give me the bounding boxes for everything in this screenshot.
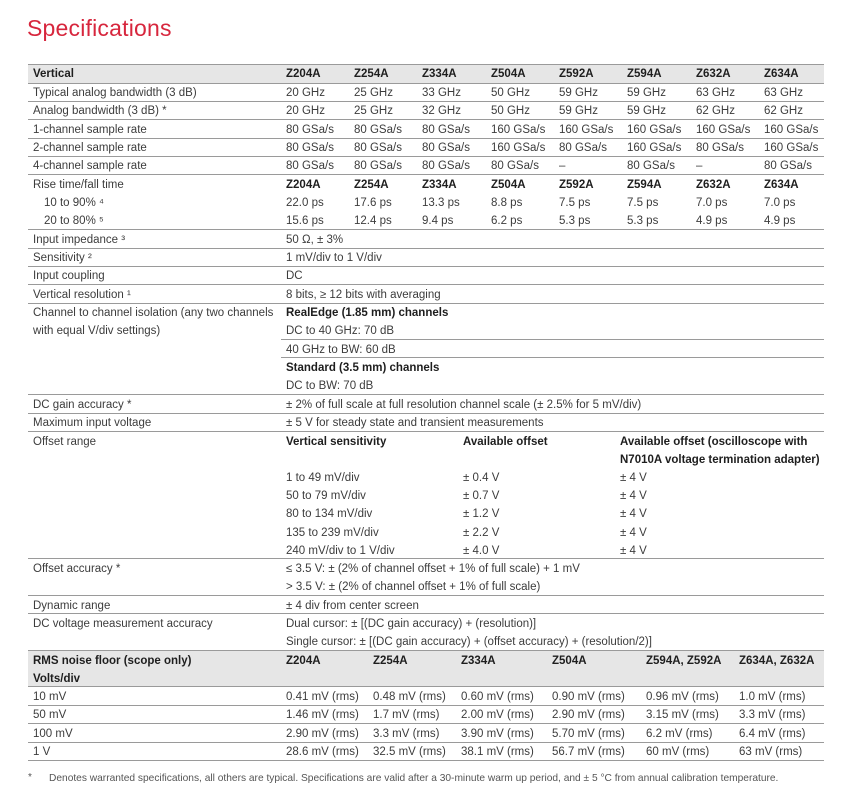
noise-cell: 3.3 mV (rms) (739, 709, 806, 722)
vertical-cell: 160 GSa/s (627, 123, 682, 136)
vertical-cell: 62 GHz (696, 105, 735, 118)
noise-cell: 5.70 mV (rms) (552, 727, 625, 740)
noise-cell: 0.48 mV (rms) (373, 691, 446, 703)
vertical-cell: 25 GHz (354, 87, 393, 99)
row-divider (28, 248, 824, 249)
noise-model-header: Z204A (286, 655, 321, 667)
row-divider (28, 613, 824, 614)
rise-cell: 17.6 ps (354, 197, 392, 209)
vertical-row-label: 1-channel sample rate (33, 123, 147, 136)
row-divider (28, 558, 824, 559)
row-divider (28, 174, 824, 175)
vertical-cell: 160 GSa/s (627, 141, 682, 154)
vertical-model-header: Z504A (491, 68, 526, 80)
vertical-cell: – (696, 160, 703, 172)
vertical-model-header: Z254A (354, 68, 389, 80)
vertical-resolution-value: 8 bits, ≥ 12 bits with averaging (286, 289, 441, 301)
vertical-row-label: 4-channel sample rate (33, 160, 147, 172)
row-divider (28, 595, 824, 596)
vertical-cell: 20 GHz (286, 87, 325, 99)
offset-head-adapter-2: N7010A voltage termination adapter) (620, 454, 820, 466)
footnote-marker: * (28, 772, 32, 783)
row-divider (28, 119, 824, 120)
vertical-cell: 80 GSa/s (354, 160, 402, 172)
rise-cell: 13.3 ps (422, 197, 460, 209)
dynamic-range-value: ± 4 div from center screen (286, 600, 419, 612)
vertical-cell: 33 GHz (422, 87, 461, 99)
rise-time-label: Rise time/fall time (33, 179, 124, 191)
vertical-cell: 80 GSa/s (696, 141, 744, 154)
vertical-cell: 80 GSa/s (559, 141, 607, 154)
vertical-cell: 20 GHz (286, 105, 325, 118)
noise-cell: 6.2 mV (rms) (646, 727, 713, 740)
rise-cell: 9.4 ps (422, 215, 454, 227)
row-divider (281, 339, 824, 340)
row-divider (28, 742, 824, 743)
offset-value-cell: ± 0.4 V (463, 472, 500, 484)
vertical-cell: 80 GSa/s (422, 141, 470, 154)
rise-model-header: Z254A (354, 179, 389, 191)
offset-value-cell: ± 0.7 V (463, 490, 500, 503)
vertical-resolution-label: Vertical resolution ¹ (33, 289, 131, 301)
vertical-cell: 80 GSa/s (286, 160, 334, 172)
vertical-model-header: Z204A (286, 68, 321, 80)
offset-sensitivity-cell: 1 to 49 mV/div (286, 472, 360, 484)
noise-row-label: 10 mV (33, 691, 67, 703)
vertical-cell: 59 GHz (559, 87, 598, 99)
noise-header-label: RMS noise floor (scope only) (33, 655, 192, 667)
vertical-cell: 80 GSa/s (764, 160, 812, 172)
row-divider (28, 760, 824, 761)
noise-cell: 1.46 mV (rms) (286, 709, 359, 722)
rise-cell: 4.9 ps (696, 215, 728, 227)
offset-value-cell: ± 2.2 V (463, 526, 500, 539)
rise-model-header: Z592A (559, 179, 594, 191)
vertical-cell: 160 GSa/s (491, 141, 546, 154)
rise-cell: 5.3 ps (627, 215, 659, 227)
vertical-cell: 160 GSa/s (764, 141, 819, 154)
rise-cell: 8.8 ps (491, 197, 523, 209)
offset-sensitivity-cell: 80 to 134 mV/div (286, 508, 373, 521)
noise-cell: 1.7 mV (rms) (373, 709, 440, 722)
row-divider (28, 413, 824, 414)
row-divider (28, 156, 824, 157)
noise-model-header: Z504A (552, 655, 587, 667)
row-divider (28, 431, 824, 432)
offset-adapter-cell: ± 4 V (620, 544, 647, 557)
rise-row-label: 10 to 90% ⁴ (44, 197, 104, 209)
noise-cell: 3.3 mV (rms) (373, 727, 440, 740)
dc-voltage-line: Single cursor: ± [(DC gain accuracy) + (offset accuracy) + (resolution/2)] (286, 636, 652, 648)
offset-accuracy-line: ≤ 3.5 V: ± (2% of channel offset + 1% of full scale) + 1 mV (286, 563, 580, 575)
noise-cell: 6.4 mV (rms) (739, 727, 806, 740)
vertical-model-header: Z334A (422, 68, 457, 80)
vertical-model-header: Z632A (696, 68, 731, 80)
rise-cell: 22.0 ps (286, 197, 324, 209)
rise-cell: 7.5 ps (559, 197, 591, 209)
standard-value: DC to BW: 70 dB (286, 380, 374, 392)
rise-cell: 7.5 ps (627, 197, 659, 209)
rise-model-header: Z634A (764, 179, 799, 191)
vertical-cell: 80 GSa/s (422, 160, 470, 172)
realedge-value: DC to 40 GHz: 70 dB (286, 325, 395, 337)
vertical-cell: 63 GHz (764, 87, 803, 99)
row-divider (28, 266, 824, 267)
footnote-text: Denotes warranted specifications, all others are typical. Specifications are valid after a 30-minute warm up period, and ± 5 °C from annual calibration temperature. (49, 773, 779, 784)
noise-cell: 2.00 mV (rms) (461, 709, 534, 722)
vertical-cell: 160 GSa/s (764, 123, 819, 136)
offset-adapter-cell: ± 4 V (620, 508, 647, 521)
row-divider (28, 686, 824, 687)
row-divider (281, 357, 824, 358)
vertical-model-header: Z634A (764, 68, 799, 80)
rise-row-label: 20 to 80% ⁵ (44, 215, 104, 227)
rise-cell: 7.0 ps (696, 197, 728, 209)
vertical-cell: 80 GSa/s (627, 160, 675, 172)
offset-value-cell: ± 1.2 V (463, 508, 500, 521)
rise-cell: 6.2 ps (491, 215, 523, 227)
row-divider (28, 101, 824, 102)
noise-cell: 3.15 mV (rms) (646, 709, 719, 722)
offset-adapter-cell: ± 4 V (620, 526, 647, 539)
noise-row-label: 1 V (33, 745, 51, 758)
noise-model-header: Z594A, Z592A (646, 655, 722, 667)
noise-cell: 2.90 mV (rms) (286, 727, 359, 740)
vertical-cell: 59 GHz (627, 105, 666, 118)
dc-gain-value: ± 2% of full scale at full resolution channel scale (± 2.5% for 5 mV/div) (286, 399, 642, 411)
sensitivity-value: 1 mV/div to 1 V/div (286, 252, 382, 264)
noise-cell: 2.90 mV (rms) (552, 709, 625, 722)
vertical-cell: 160 GSa/s (559, 123, 614, 136)
input-coupling-label: Input coupling (33, 270, 105, 282)
input-coupling-value: DC (286, 270, 303, 282)
row-divider (28, 705, 824, 706)
rise-cell: 15.6 ps (286, 215, 324, 227)
max-input-label: Maximum input voltage (33, 417, 152, 429)
noise-cell: 0.60 mV (rms) (461, 691, 534, 703)
realedge-value: 40 GHz to BW: 60 dB (286, 344, 396, 356)
vertical-cell: 80 GSa/s (354, 123, 402, 136)
noise-model-header: Z254A (373, 655, 408, 667)
noise-model-header: Z634A, Z632A (739, 655, 815, 667)
offset-range-label: Offset range (33, 436, 97, 448)
vertical-cell: 59 GHz (627, 87, 666, 99)
offset-head-sensitivity: Vertical sensitivity (286, 436, 387, 448)
table-top-rule (28, 64, 824, 65)
vertical-header-label: Vertical (33, 68, 74, 80)
noise-cell: 0.41 mV (rms) (286, 691, 359, 703)
isolation-label-2: with equal V/div settings) (33, 325, 161, 337)
vertical-cell: 80 GSa/s (286, 123, 334, 136)
offset-adapter-cell: ± 4 V (620, 472, 647, 484)
noise-cell: 28.6 mV (rms) (286, 745, 359, 758)
row-divider (28, 284, 824, 285)
rise-model-header: Z204A (286, 179, 321, 191)
vertical-cell: 25 GHz (354, 105, 393, 118)
sensitivity-label: Sensitivity ² (33, 252, 92, 264)
vertical-cell: 80 GSa/s (491, 160, 539, 172)
noise-sublabel: Volts/div (33, 673, 81, 685)
vertical-cell: 80 GSa/s (422, 123, 470, 136)
row-divider (28, 723, 824, 724)
noise-cell: 1.0 mV (rms) (739, 691, 806, 703)
noise-row-label: 50 mV (33, 709, 67, 722)
rise-model-header: Z334A (422, 179, 457, 191)
rise-cell: 5.3 ps (559, 215, 591, 227)
standard-heading: Standard (3.5 mm) channels (286, 362, 440, 374)
page-title: Specifications (27, 15, 172, 41)
vertical-cell: 62 GHz (764, 105, 803, 118)
vertical-cell: 160 GSa/s (491, 123, 546, 136)
noise-cell: 0.90 mV (rms) (552, 691, 625, 703)
vertical-cell: 80 GSa/s (286, 141, 334, 154)
rise-model-header: Z632A (696, 179, 731, 191)
vertical-cell: 50 GHz (491, 87, 530, 99)
offset-sensitivity-cell: 135 to 239 mV/div (286, 526, 379, 539)
vertical-cell: 50 GHz (491, 105, 530, 118)
vertical-model-header: Z594A (627, 68, 662, 80)
rise-cell: 4.9 ps (764, 215, 796, 227)
offset-value-cell: ± 4.0 V (463, 544, 500, 557)
vertical-cell: 80 GSa/s (354, 141, 402, 154)
noise-cell: 63 mV (rms) (739, 745, 803, 758)
offset-accuracy-line: > 3.5 V: ± (2% of channel offset + 1% of full scale) (286, 581, 541, 593)
rise-model-header: Z504A (491, 179, 526, 191)
offset-adapter-cell: ± 4 V (620, 490, 647, 503)
row-divider (28, 303, 824, 304)
vertical-cell: 32 GHz (422, 105, 461, 118)
row-divider (28, 138, 824, 139)
noise-cell: 60 mV (rms) (646, 745, 710, 758)
vertical-cell: 63 GHz (696, 87, 735, 99)
noise-cell: 32.5 mV (rms) (373, 745, 446, 758)
dc-voltage-line: Dual cursor: ± [(DC gain accuracy) + (resolution)] (286, 618, 537, 630)
offset-accuracy-label: Offset accuracy * (33, 563, 121, 575)
max-input-value: ± 5 V for steady state and transient measurements (286, 417, 544, 429)
offset-head-available: Available offset (463, 436, 548, 448)
noise-model-header: Z334A (461, 655, 496, 667)
input-impedance-value: 50 Ω, ± 3% (286, 234, 344, 246)
vertical-row-label: Analog bandwidth (3 dB) * (33, 105, 167, 118)
vertical-row-label: 2-channel sample rate (33, 141, 147, 154)
row-divider (28, 229, 824, 230)
isolation-label: Channel to channel isolation (any two channels (33, 307, 274, 319)
rise-cell: 7.0 ps (764, 197, 796, 209)
rise-model-header: Z594A (627, 179, 662, 191)
offset-sensitivity-cell: 240 mV/div to 1 V/div (286, 544, 395, 557)
noise-cell: 38.1 mV (rms) (461, 745, 534, 758)
row-divider (28, 83, 824, 84)
rise-cell: 12.4 ps (354, 215, 392, 227)
input-impedance-label: Input impedance ³ (33, 234, 126, 246)
noise-cell: 0.96 mV (rms) (646, 691, 719, 703)
offset-sensitivity-cell: 50 to 79 mV/div (286, 490, 366, 503)
noise-top-rule (28, 650, 824, 651)
dc-voltage-label: DC voltage measurement accuracy (33, 618, 213, 630)
noise-row-label: 100 mV (33, 727, 73, 740)
noise-cell: 3.90 mV (rms) (461, 727, 534, 740)
noise-cell: 56.7 mV (rms) (552, 745, 625, 758)
dynamic-range-label: Dynamic range (33, 600, 111, 612)
vertical-cell: – (559, 160, 566, 172)
vertical-model-header: Z592A (559, 68, 594, 80)
vertical-cell: 59 GHz (559, 105, 598, 118)
vertical-row-label: Typical analog bandwidth (3 dB) (33, 87, 197, 99)
dc-gain-label: DC gain accuracy * (33, 399, 132, 411)
offset-head-adapter: Available offset (oscilloscope with (620, 436, 808, 448)
realedge-heading: RealEdge (1.85 mm) channels (286, 307, 449, 319)
row-divider (28, 394, 824, 395)
vertical-cell: 160 GSa/s (696, 123, 751, 136)
